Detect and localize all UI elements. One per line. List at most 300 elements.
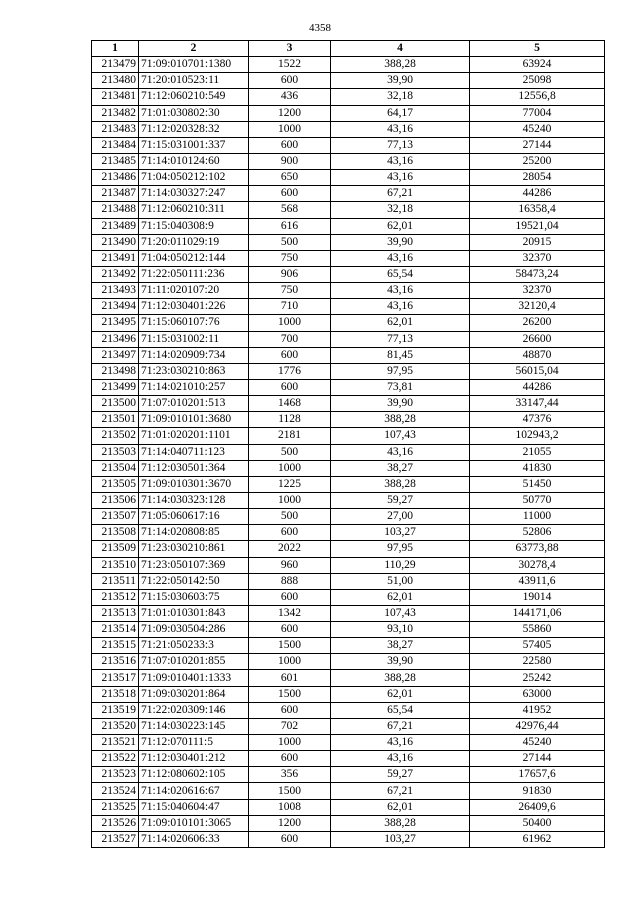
area-cell: 568 (249, 202, 331, 218)
value-cell: 12556,8 (470, 89, 605, 105)
row-number-cell: 213487 (92, 186, 139, 202)
cadastral-number-cell: 71:09:010101:3065 (139, 815, 249, 831)
table-row (92, 718, 605, 734)
area-cell: 1500 (249, 783, 331, 799)
rate-cell: 103,27 (331, 525, 470, 541)
cadastral-number-cell: 71:22:050142:50 (139, 573, 249, 589)
value-cell: 44286 (470, 186, 605, 202)
cadastral-number-cell: 71:12:030501:364 (139, 460, 249, 476)
area-cell: 600 (249, 137, 331, 153)
cadastral-number-cell: 71:20:010523:11 (139, 73, 249, 89)
row-number-cell: 213501 (92, 412, 139, 428)
value-cell: 26409,6 (470, 799, 605, 815)
value-cell: 61962 (470, 831, 605, 847)
value-cell: 77004 (470, 105, 605, 121)
table-row (92, 751, 605, 767)
table-row (92, 218, 605, 234)
value-cell: 27144 (470, 751, 605, 767)
area-cell: 600 (249, 751, 331, 767)
cadastral-number-cell: 71:15:031001:337 (139, 137, 249, 153)
table-row (92, 89, 605, 105)
value-cell: 17657,6 (470, 767, 605, 783)
cadastral-number-cell: 71:14:020808:85 (139, 525, 249, 541)
value-cell: 11000 (470, 509, 605, 525)
cadastral-number-cell: 71:12:080602:105 (139, 767, 249, 783)
cadastral-number-cell: 71:09:010401:1333 (139, 670, 249, 686)
table-row (92, 444, 605, 460)
cadastral-number-cell: 71:14:020616:67 (139, 783, 249, 799)
row-number-cell: 213499 (92, 379, 139, 395)
rate-cell: 67,21 (331, 783, 470, 799)
rate-cell: 62,01 (331, 315, 470, 331)
row-number-cell: 213518 (92, 686, 139, 702)
cadastral-number-cell: 71:15:030603:75 (139, 589, 249, 605)
rate-cell: 39,90 (331, 73, 470, 89)
value-cell: 19521,04 (470, 218, 605, 234)
row-number-cell: 213491 (92, 250, 139, 266)
row-number-cell: 213511 (92, 573, 139, 589)
cadastral-number-cell: 71:09:010101:3680 (139, 412, 249, 428)
row-number-cell: 213485 (92, 153, 139, 169)
table-row (92, 412, 605, 428)
row-number-cell: 213524 (92, 783, 139, 799)
cadastral-number-cell: 71:14:020606:33 (139, 831, 249, 847)
rate-cell: 65,54 (331, 702, 470, 718)
rate-cell: 43,16 (331, 299, 470, 315)
rate-cell: 43,16 (331, 170, 470, 186)
row-number-cell: 213493 (92, 283, 139, 299)
row-number-cell: 213500 (92, 396, 139, 412)
row-number-cell: 213504 (92, 460, 139, 476)
value-cell: 55860 (470, 622, 605, 638)
table-row (92, 105, 605, 121)
row-number-cell: 213522 (92, 751, 139, 767)
row-number-cell: 213510 (92, 557, 139, 573)
area-cell: 600 (249, 622, 331, 638)
rate-cell: 73,81 (331, 379, 470, 395)
rate-cell: 27,00 (331, 509, 470, 525)
table-row (92, 654, 605, 670)
value-cell: 91830 (470, 783, 605, 799)
column-header-5: 5 (470, 41, 605, 57)
area-cell: 600 (249, 347, 331, 363)
row-number-cell: 213520 (92, 718, 139, 734)
rate-cell: 77,13 (331, 137, 470, 153)
table-row (92, 153, 605, 169)
table-row (92, 460, 605, 476)
rate-cell: 65,54 (331, 266, 470, 282)
value-cell: 16358,4 (470, 202, 605, 218)
row-number-cell: 213482 (92, 105, 139, 121)
rate-cell: 62,01 (331, 589, 470, 605)
column-header-3: 3 (249, 41, 331, 57)
table-row (92, 396, 605, 412)
cadastral-number-cell: 71:14:040711:123 (139, 444, 249, 460)
page-number: 4358 (309, 22, 331, 34)
cadastral-number-cell: 71:14:021010:257 (139, 379, 249, 395)
rate-cell: 97,95 (331, 541, 470, 557)
cadastral-number-cell: 71:09:010301:3670 (139, 476, 249, 492)
value-cell: 47376 (470, 412, 605, 428)
cadastral-number-cell: 71:22:020309:146 (139, 702, 249, 718)
rate-cell: 107,43 (331, 605, 470, 621)
cadastral-number-cell: 71:09:010701:1380 (139, 57, 249, 73)
area-cell: 600 (249, 525, 331, 541)
cadastral-number-cell: 71:22:050111:236 (139, 266, 249, 282)
value-cell: 30278,4 (470, 557, 605, 573)
row-number-cell: 213498 (92, 363, 139, 379)
table-row (92, 250, 605, 266)
area-cell: 436 (249, 89, 331, 105)
area-cell: 650 (249, 170, 331, 186)
row-number-cell: 213503 (92, 444, 139, 460)
rate-cell: 103,27 (331, 831, 470, 847)
cadastral-number-cell: 71:09:030201:864 (139, 686, 249, 702)
table-row (92, 622, 605, 638)
area-cell: 1000 (249, 492, 331, 508)
row-number-cell: 213495 (92, 315, 139, 331)
rate-cell: 38,27 (331, 460, 470, 476)
rate-cell: 110,29 (331, 557, 470, 573)
value-cell: 41952 (470, 702, 605, 718)
area-cell: 1000 (249, 735, 331, 751)
row-number-cell: 213489 (92, 218, 139, 234)
row-number-cell: 213488 (92, 202, 139, 218)
rate-cell: 32,18 (331, 202, 470, 218)
area-cell: 600 (249, 379, 331, 395)
row-number-cell: 213512 (92, 589, 139, 605)
cadastral-number-cell: 71:14:030323:128 (139, 492, 249, 508)
area-cell: 1000 (249, 654, 331, 670)
row-number-cell: 213523 (92, 767, 139, 783)
value-cell: 52806 (470, 525, 605, 541)
table-row (92, 799, 605, 815)
table-row (92, 831, 605, 847)
cadastral-number-cell: 71:07:010201:513 (139, 396, 249, 412)
value-cell: 21055 (470, 444, 605, 460)
rate-cell: 62,01 (331, 218, 470, 234)
table-row (92, 573, 605, 589)
table-row (92, 767, 605, 783)
area-cell: 750 (249, 250, 331, 266)
value-cell: 45240 (470, 121, 605, 137)
value-cell: 50770 (470, 492, 605, 508)
value-cell: 57405 (470, 638, 605, 654)
area-cell: 1500 (249, 638, 331, 654)
cadastral-number-cell: 71:12:030401:212 (139, 751, 249, 767)
row-number-cell: 213521 (92, 735, 139, 751)
rate-cell: 388,28 (331, 670, 470, 686)
rate-cell: 388,28 (331, 815, 470, 831)
table-row (92, 57, 605, 73)
value-cell: 32370 (470, 283, 605, 299)
value-cell: 25098 (470, 73, 605, 89)
table-row (92, 686, 605, 702)
table-row (92, 186, 605, 202)
area-cell: 888 (249, 573, 331, 589)
value-cell: 19014 (470, 589, 605, 605)
area-cell: 700 (249, 331, 331, 347)
table-row (92, 783, 605, 799)
cadastral-number-cell: 71:23:050107:369 (139, 557, 249, 573)
table-row (92, 137, 605, 153)
table-row (92, 315, 605, 331)
table-row (92, 557, 605, 573)
column-header-1: 1 (92, 41, 139, 57)
rate-cell: 39,90 (331, 234, 470, 250)
area-cell: 500 (249, 444, 331, 460)
area-cell: 600 (249, 186, 331, 202)
table-row (92, 670, 605, 686)
rate-cell: 81,45 (331, 347, 470, 363)
cadastral-number-cell: 71:15:040604:47 (139, 799, 249, 815)
area-cell: 1500 (249, 686, 331, 702)
value-cell: 27144 (470, 137, 605, 153)
row-number-cell: 213507 (92, 509, 139, 525)
table-row (92, 815, 605, 831)
rate-cell: 43,16 (331, 735, 470, 751)
cadastral-number-cell: 71:01:030802:30 (139, 105, 249, 121)
area-cell: 1000 (249, 460, 331, 476)
cadastral-number-cell: 71:11:020107:20 (139, 283, 249, 299)
rate-cell: 43,16 (331, 751, 470, 767)
rate-cell: 43,16 (331, 153, 470, 169)
row-number-cell: 213494 (92, 299, 139, 315)
rate-cell: 77,13 (331, 331, 470, 347)
rate-cell: 62,01 (331, 686, 470, 702)
rate-cell: 62,01 (331, 799, 470, 815)
value-cell: 20915 (470, 234, 605, 250)
row-number-cell: 213519 (92, 702, 139, 718)
cadastral-number-cell: 71:14:030223:145 (139, 718, 249, 734)
cadastral-number-cell: 71:15:040308:9 (139, 218, 249, 234)
row-number-cell: 213483 (92, 121, 139, 137)
cadastral-number-cell: 71:23:030210:863 (139, 363, 249, 379)
rate-cell: 67,21 (331, 718, 470, 734)
cadastral-number-cell: 71:12:020328:32 (139, 121, 249, 137)
row-number-cell: 213515 (92, 638, 139, 654)
area-cell: 601 (249, 670, 331, 686)
cadastral-number-cell: 71:05:060617:16 (139, 509, 249, 525)
area-cell: 750 (249, 283, 331, 299)
cadastral-number-cell: 71:04:050212:102 (139, 170, 249, 186)
cadastral-number-cell: 71:01:010301:843 (139, 605, 249, 621)
rate-cell: 67,21 (331, 186, 470, 202)
rate-cell: 51,00 (331, 573, 470, 589)
value-cell: 63000 (470, 686, 605, 702)
table-row (92, 638, 605, 654)
cadastral-number-cell: 71:15:031002:11 (139, 331, 249, 347)
table-row (92, 589, 605, 605)
table-row (92, 170, 605, 186)
rate-cell: 93,10 (331, 622, 470, 638)
row-number-cell: 213514 (92, 622, 139, 638)
table-row (92, 331, 605, 347)
column-header-2: 2 (139, 41, 249, 57)
area-cell: 1522 (249, 57, 331, 73)
rate-cell: 388,28 (331, 476, 470, 492)
cadastral-number-cell: 71:14:030327:247 (139, 186, 249, 202)
cadastral-number-cell: 71:04:050212:144 (139, 250, 249, 266)
value-cell: 32120,4 (470, 299, 605, 315)
row-number-cell: 213513 (92, 605, 139, 621)
area-cell: 1200 (249, 815, 331, 831)
area-cell: 900 (249, 153, 331, 169)
cadastral-number-cell: 71:23:030210:861 (139, 541, 249, 557)
table-body (92, 57, 605, 848)
rate-cell: 43,16 (331, 121, 470, 137)
value-cell: 32370 (470, 250, 605, 266)
value-cell: 25200 (470, 153, 605, 169)
rate-cell: 38,27 (331, 638, 470, 654)
row-number-cell: 213502 (92, 428, 139, 444)
value-cell: 58473,24 (470, 266, 605, 282)
rate-cell: 59,27 (331, 492, 470, 508)
table-row (92, 605, 605, 621)
table-row (92, 735, 605, 751)
cadastral-number-cell: 71:01:020201:1101 (139, 428, 249, 444)
table-header-row (92, 41, 605, 57)
cadastral-number-cell: 71:12:060210:549 (139, 89, 249, 105)
rate-cell: 388,28 (331, 57, 470, 73)
area-cell: 616 (249, 218, 331, 234)
value-cell: 26600 (470, 331, 605, 347)
row-number-cell: 213505 (92, 476, 139, 492)
cadastral-number-cell: 71:15:060107:76 (139, 315, 249, 331)
value-cell: 42976,44 (470, 718, 605, 734)
value-cell: 22580 (470, 654, 605, 670)
area-cell: 500 (249, 234, 331, 250)
rate-cell: 32,18 (331, 89, 470, 105)
table-row (92, 299, 605, 315)
rate-cell: 39,90 (331, 654, 470, 670)
value-cell: 25242 (470, 670, 605, 686)
row-number-cell: 213479 (92, 57, 139, 73)
area-cell: 1776 (249, 363, 331, 379)
column-header-4: 4 (331, 41, 470, 57)
value-cell: 63924 (470, 57, 605, 73)
area-cell: 2022 (249, 541, 331, 557)
value-cell: 63773,88 (470, 541, 605, 557)
area-cell: 710 (249, 299, 331, 315)
rate-cell: 43,16 (331, 250, 470, 266)
area-cell: 600 (249, 73, 331, 89)
area-cell: 1128 (249, 412, 331, 428)
table-row (92, 283, 605, 299)
table-row (92, 492, 605, 508)
cadastral-number-cell: 71:12:030401:226 (139, 299, 249, 315)
row-number-cell: 213527 (92, 831, 139, 847)
area-cell: 600 (249, 589, 331, 605)
rate-cell: 97,95 (331, 363, 470, 379)
cadastral-number-cell: 71:09:030504:286 (139, 622, 249, 638)
table-row (92, 347, 605, 363)
area-cell: 1200 (249, 105, 331, 121)
row-number-cell: 213481 (92, 89, 139, 105)
rate-cell: 43,16 (331, 283, 470, 299)
area-cell: 1000 (249, 315, 331, 331)
table-row (92, 266, 605, 282)
area-cell: 1000 (249, 121, 331, 137)
value-cell: 26200 (470, 315, 605, 331)
area-cell: 2181 (249, 428, 331, 444)
value-cell: 43911,6 (470, 573, 605, 589)
table-row (92, 379, 605, 395)
value-cell: 51450 (470, 476, 605, 492)
row-number-cell: 213497 (92, 347, 139, 363)
row-number-cell: 213490 (92, 234, 139, 250)
area-cell: 1008 (249, 799, 331, 815)
rate-cell: 59,27 (331, 767, 470, 783)
area-cell: 600 (249, 831, 331, 847)
value-cell: 44286 (470, 379, 605, 395)
table-row (92, 73, 605, 89)
row-number-cell: 213506 (92, 492, 139, 508)
area-cell: 960 (249, 557, 331, 573)
rate-cell: 107,43 (331, 428, 470, 444)
row-number-cell: 213492 (92, 266, 139, 282)
area-cell: 1342 (249, 605, 331, 621)
cadastral-number-cell: 71:21:050233:3 (139, 638, 249, 654)
table-row (92, 476, 605, 492)
row-number-cell: 213525 (92, 799, 139, 815)
area-cell: 356 (249, 767, 331, 783)
row-number-cell: 213508 (92, 525, 139, 541)
table-row (92, 202, 605, 218)
table-row (92, 121, 605, 137)
cadastral-number-cell: 71:14:010124:60 (139, 153, 249, 169)
value-cell: 144171,06 (470, 605, 605, 621)
table-row (92, 234, 605, 250)
row-number-cell: 213526 (92, 815, 139, 831)
data-table (91, 40, 605, 848)
row-number-cell: 213516 (92, 654, 139, 670)
cadastral-number-cell: 71:14:020909:734 (139, 347, 249, 363)
table-row (92, 509, 605, 525)
row-number-cell: 213517 (92, 670, 139, 686)
area-cell: 500 (249, 509, 331, 525)
area-cell: 702 (249, 718, 331, 734)
area-cell: 1468 (249, 396, 331, 412)
rate-cell: 64,17 (331, 105, 470, 121)
table-row (92, 702, 605, 718)
cadastral-number-cell: 71:07:010201:855 (139, 654, 249, 670)
value-cell: 45240 (470, 735, 605, 751)
table-row (92, 428, 605, 444)
value-cell: 56015,04 (470, 363, 605, 379)
row-number-cell: 213484 (92, 137, 139, 153)
rate-cell: 388,28 (331, 412, 470, 428)
row-number-cell: 213480 (92, 73, 139, 89)
table-row (92, 363, 605, 379)
value-cell: 33147,44 (470, 396, 605, 412)
cadastral-number-cell: 71:12:060210:311 (139, 202, 249, 218)
table-row (92, 525, 605, 541)
value-cell: 102943,2 (470, 428, 605, 444)
value-cell: 48870 (470, 347, 605, 363)
cadastral-number-cell: 71:20:011029:19 (139, 234, 249, 250)
row-number-cell: 213509 (92, 541, 139, 557)
value-cell: 41830 (470, 460, 605, 476)
value-cell: 28054 (470, 170, 605, 186)
row-number-cell: 213486 (92, 170, 139, 186)
cadastral-number-cell: 71:12:070111:5 (139, 735, 249, 751)
area-cell: 600 (249, 702, 331, 718)
area-cell: 1225 (249, 476, 331, 492)
area-cell: 906 (249, 266, 331, 282)
rate-cell: 39,90 (331, 396, 470, 412)
value-cell: 50400 (470, 815, 605, 831)
